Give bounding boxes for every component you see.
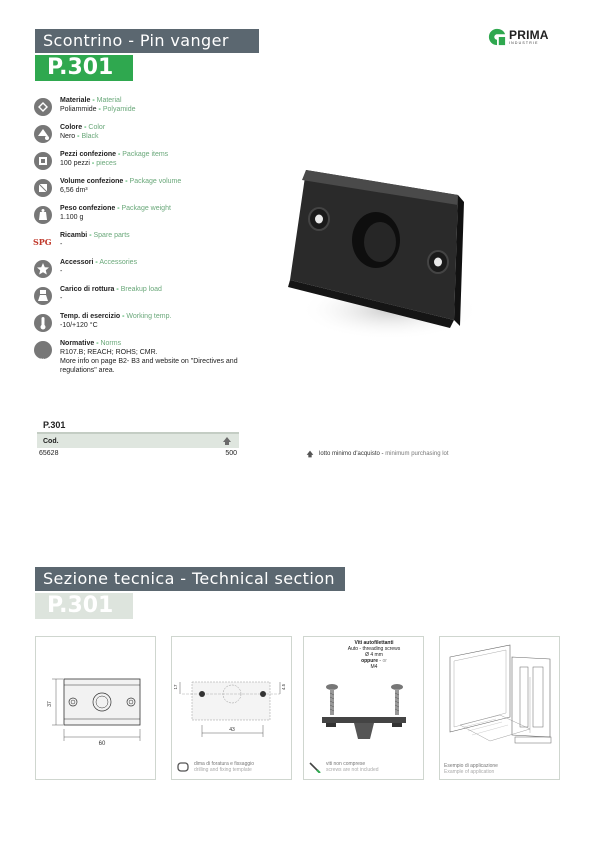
screws-diameter: Ø 4 mm xyxy=(365,652,383,658)
property-item: Colore - Color Nero - Black xyxy=(33,123,273,144)
screws-note-it: Viti autofilettanti xyxy=(354,640,394,646)
screws-caption xyxy=(308,761,379,773)
property-label-it: Normative xyxy=(60,340,95,347)
property-label-en: Spare parts xyxy=(93,232,130,239)
screws-panel xyxy=(303,636,424,780)
color-icon xyxy=(33,124,53,144)
brand-subtitle: INDUSTRIE xyxy=(509,41,539,45)
breakup-load-icon xyxy=(33,286,53,306)
property-label-en: Norms xyxy=(100,340,122,347)
property-label-en: Package weight xyxy=(121,205,171,212)
brand-logo-icon xyxy=(488,28,506,46)
lot-note-en: minimum purchasing lot xyxy=(385,451,449,457)
property-value-en: More info on page B2- B3 and website on "Directives and regulations" area. xyxy=(60,358,238,374)
drilling-caption-en: drilling and fixing template xyxy=(194,767,252,773)
property-label-en: Package volume xyxy=(129,178,182,185)
property-item: Accessori - Accessories - xyxy=(33,258,273,279)
screws-note-en: Auto - threading screws xyxy=(347,646,401,652)
drilling-caption xyxy=(176,761,254,773)
property-value-it: 1.100 g xyxy=(60,214,84,221)
property-value-it: Poliammide xyxy=(60,106,97,113)
property-value-it: -10/+120 °C xyxy=(60,322,98,329)
property-value-it: - xyxy=(60,295,63,302)
order-table xyxy=(37,420,239,459)
screws-or-it: oppure xyxy=(361,658,379,664)
col-code: Cod. xyxy=(43,437,59,445)
title-text: Scontrino - Pin vanger xyxy=(43,31,229,50)
package-items-icon xyxy=(33,151,53,171)
screws-caption-en: screws are not included xyxy=(326,767,379,773)
property-value-it: Nero xyxy=(60,133,76,140)
property-list xyxy=(33,96,273,381)
property-item: Peso confezione - Package weight 1.100 g xyxy=(33,204,273,225)
screws-caption-it: viti non comprese xyxy=(326,761,366,767)
property-label-it: Peso confezione xyxy=(60,205,116,212)
drilling-caption-it: dima di foratura e fissaggio xyxy=(194,761,255,767)
screws-metric: M4 xyxy=(370,664,378,670)
property-item: Temp. di esercizio - Working temp. -10/+120 °C xyxy=(33,312,273,333)
property-value-it: R107.B; REACH; ROHS; CMR. xyxy=(60,349,158,356)
property-value-it: 6,56 dm³ xyxy=(60,187,88,194)
property-label-it: Temp. di esercizio xyxy=(60,313,121,320)
application-caption-it: Esempio di applicazione xyxy=(444,763,498,769)
property-item: $^{LEX}$ Normative - Norms R107.B; REACH; ROHS; CMR. More info on page B2- B3 and website on "Directives and regulations" area. xyxy=(35,340,238,374)
property-label-it: Carico di rottura xyxy=(60,286,115,293)
dimension-panel xyxy=(35,636,156,780)
screwdriver-icon xyxy=(308,761,322,773)
row-qty: 500 xyxy=(225,450,237,457)
screws-note: Viti autofilettanti Auto - threading screws Ø 4 mm oppure - or M4 xyxy=(334,640,414,670)
application-caption xyxy=(444,763,498,775)
accessories-icon xyxy=(33,259,53,279)
minimum-lot-icon xyxy=(221,435,233,447)
property-value-it: - xyxy=(60,241,63,248)
application-panel xyxy=(439,636,560,780)
table-title: P.301 xyxy=(43,420,66,430)
row-code: 65628 xyxy=(39,450,59,457)
technical-code-text: P.301 xyxy=(47,593,114,618)
lot-note-it: lotto minimo d'acquisto xyxy=(319,451,380,457)
hole-offset-dimension: 17 xyxy=(173,684,178,690)
property-label-it: Colore xyxy=(60,124,83,131)
thermometer-icon xyxy=(33,313,53,333)
height-dimension: 37 xyxy=(47,701,53,707)
property-value-en: Black xyxy=(81,133,99,140)
brand-name: PRIMA xyxy=(509,28,549,42)
property-label-en: Working temp. xyxy=(126,313,172,320)
minimum-lot-icon xyxy=(305,449,315,459)
property-label-en: Breakup load xyxy=(120,286,162,293)
law-icon xyxy=(33,340,53,365)
property-value-it: - xyxy=(60,268,63,275)
brand-logo xyxy=(488,28,549,46)
package-weight-icon xyxy=(33,205,53,225)
property-label-en: Color xyxy=(88,124,106,131)
property-item: Materiale - Material Poliammide - Polyamide xyxy=(33,96,273,117)
spare-parts-badge: SPG xyxy=(33,237,52,247)
minimum-lot-note: lotto minimo d'acquisto - minimum purchasing lot xyxy=(305,449,449,459)
technical-code xyxy=(35,593,133,619)
drilling-template-drawing xyxy=(172,637,291,757)
technical-title-text: Sezione tecnica - Technical section xyxy=(43,569,335,588)
property-item: Pezzi confezione - Package items 100 pezzi - pieces xyxy=(33,150,273,171)
property-item: Carico di rottura - Breakup load - xyxy=(33,285,273,306)
property-item: SPG Ricambi - Spare parts - xyxy=(33,231,273,252)
property-label-en: Material xyxy=(96,97,122,104)
template-icon xyxy=(176,761,190,773)
technical-section-title xyxy=(35,567,345,591)
property-label-en: Package items xyxy=(122,151,169,158)
width-dimension: 60 xyxy=(98,741,106,747)
property-value-en: Polyamide xyxy=(102,106,136,113)
application-drawing xyxy=(440,637,559,757)
property-label-it: Pezzi confezione xyxy=(60,151,117,158)
property-label-it: Volume confezione xyxy=(60,178,124,185)
hole-spacing-dimension: 43 xyxy=(229,727,235,733)
product-code xyxy=(35,55,133,81)
table-header xyxy=(37,432,239,448)
product-code-text: P.301 xyxy=(47,55,114,80)
law-badge: LEX xyxy=(35,359,47,365)
property-label-it: Materiale xyxy=(60,97,91,104)
drilling-template-panel xyxy=(171,636,292,780)
property-label-it: Accessori xyxy=(60,259,94,266)
property-value-it: 100 pezzi xyxy=(60,160,90,167)
package-volume-icon xyxy=(33,178,53,198)
dimension-drawing xyxy=(36,637,155,779)
property-label-en: Accessories xyxy=(99,259,138,266)
table-row xyxy=(37,448,239,459)
screws-or-en: or xyxy=(382,658,387,664)
material-icon xyxy=(33,97,53,117)
page-title xyxy=(35,29,259,53)
property-value-en: pieces xyxy=(96,160,117,167)
hole-diameter-dimension: 4.5 xyxy=(281,683,286,691)
product-photo xyxy=(280,150,480,380)
screws-drawing xyxy=(304,677,423,747)
spare-parts-icon xyxy=(33,232,53,252)
application-caption-en: Example of application xyxy=(444,769,495,775)
property-item: Volume confezione - Package volume 6,56 dm³ xyxy=(33,177,273,198)
property-label-it: Ricambi xyxy=(60,232,88,239)
